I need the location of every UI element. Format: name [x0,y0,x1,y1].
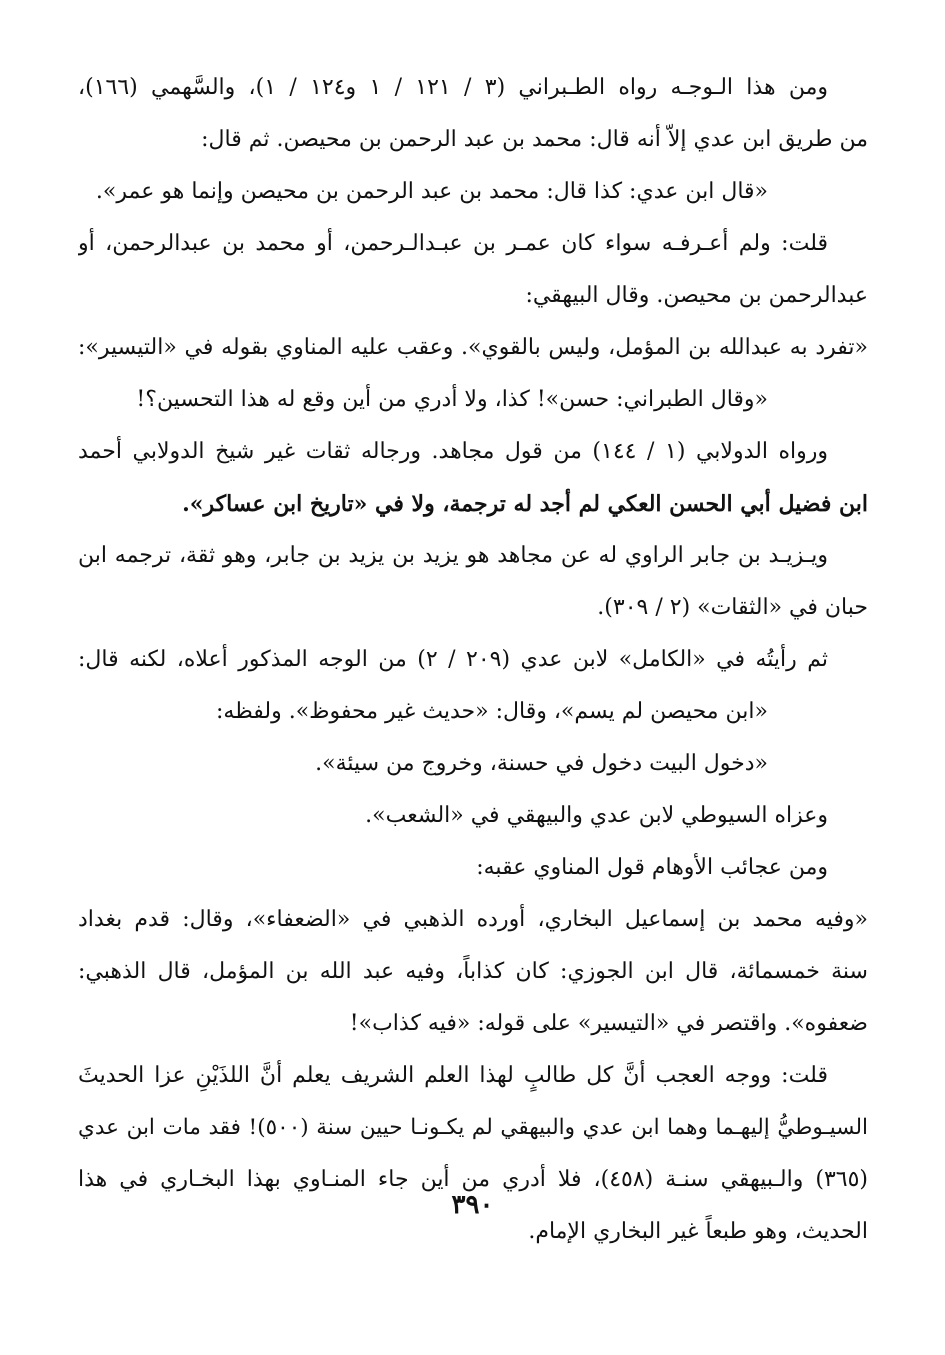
page-body [78,62,868,1258]
quote-line: سنة خمسمائة، قال ابن الجوزي: كان كذاباً، وفيه عبد الله بن المؤمل، قال الذهبي: [78,959,868,984]
quote-line: «وقال الطبراني: حسن»! كذا، ولا أدري من أين وقع له هذا التحسين؟! [136,387,768,412]
text-line: السيـوطيُّ إليهـما وهما ابن عدي والبيهقي لم يكـونـا حيين سنة (٥٠٠)! فقد مات ابن عدي [78,1115,868,1140]
quote-line: ضعفوه». واقتصر في «التيسير» على قوله: «فيه كذاب»! [349,1011,868,1036]
quote-line: «دخول البيت دخول في حسنة، وخروج من سيئة». [315,751,768,776]
text-line: وعزاه السيوطي لابن عدي والبيهقي في «الشعب». [365,803,828,828]
quote-line: «تفرد به عبدالله بن المؤمل، وليس بالقوي». وعقب عليه المناوي بقوله في «التيسير»: [78,335,868,360]
text-line: ورواه الدولابي (١ / ١٤٤) من قول مجاهد. ورجاله ثقات غير شيخ الدولابي أحمد [78,439,828,464]
text-line: من طريق ابن عدي إلاّ أنه قال: محمد بن عبد الرحمن بن محيصن. ثم قال: [201,127,868,152]
quote-line: «ابن محيصن لم يسم»، وقال: «حديث غير محفوظ». ولفظه: [216,699,768,724]
text-line: حبان في «الثقات» (٢ / ٣٠٩). [597,595,868,620]
text-line: عبدالرحمن بن محيصن. وقال البيهقي: [525,283,868,308]
quote-line: «قال ابن عدي: كذا قال: محمد بن عبد الرحمن بن محيصن وإنما هو عمر». [95,179,768,204]
text-line: ومن عجائب الأوهام قول المناوي عقبه: [476,855,828,880]
page-number: ٣٩٠ [451,1190,494,1220]
text-line: الحديث، وهو طبعاً غير البخاري الإمام. [528,1219,868,1244]
text-line: قلت: ووجه العجب أنَّ كل طالبٍ لهذا العلم الشريف يعلم أنَّ اللذَيْنِ عزا الحديثَ [78,1063,828,1088]
text-line: ابن فضيل أبي الحسن العكي لم أجد له ترجمة، ولا في «تاريخ ابن عساكر». [182,491,868,517]
text-line: قلت: ولم أعـرفـه سواء كان عمـر بن عبـدالـرحمن، أو محمد بن عبدالرحمن، أو [78,231,828,256]
text-line: (٣٦٥) والـبيهقي سنـة (٤٥٨)، فلا أدري من أين جاء المنـاوي بهذا البخـاري في هذا [78,1167,868,1192]
text-line: ومن هذا الـوجـه رواه الطـبراني (٣ / ١٢١ / ١ و١٢٤ / ١)، والسَّهمي (١٦٦)، [78,75,829,100]
text-line: ويـزيـد بن جابر الراوي له عن مجاهد هو يزيد بن يزيد بن جابر، وهو ثقة، ترجمه ابن [78,543,828,568]
text-line: ثم رأيتُه في «الكامل» لابن عدي (٢٠٩ / ٢) من الوجه المذكور أعلاه، لكنه قال: [78,647,828,672]
quote-line: «وفيه محمد بن إسماعيل البخاري، أورده الذهبي في «الضعفاء»، وقال: قدم بغداد [78,907,868,932]
